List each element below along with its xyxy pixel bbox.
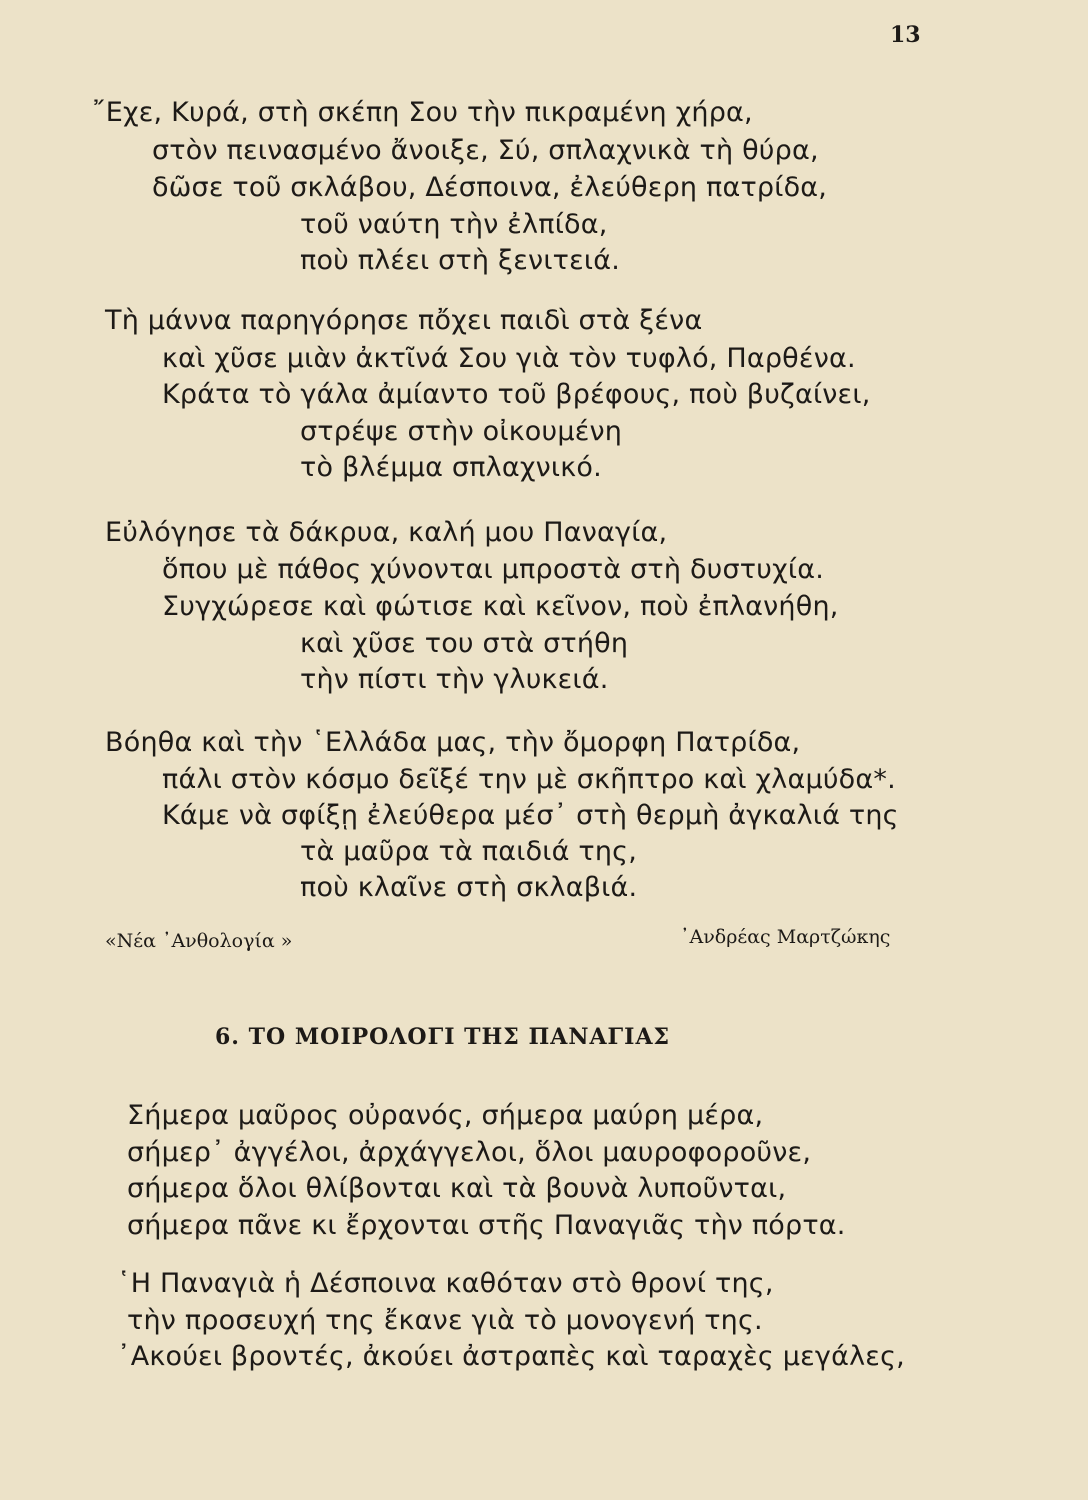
section-heading: 6. ΤΟ ΜΟΙΡΟΛΟΓΙ ΤΗΣ ΠΑΝΑΓΙΑΣ (215, 1024, 671, 1050)
poem-line: τὸ βλέμμα σπλαχνικό. (300, 452, 602, 483)
poem-line: στὸν πεινασμένο ἄνοιξε, Σύ, σπλαχνικὰ τὴ θύρα, (152, 135, 819, 166)
poem-line: καὶ χῦσε μιὰν ἀκτῖνά Σου γιὰ τὸν τυφλό, Παρθένα. (162, 343, 856, 374)
poem-line: τὴν προσευχή της ἔκανε γιὰ τὸ μονογενή της. (127, 1305, 763, 1336)
poem-line: Βόηθα καὶ τὴν ῾Ελλάδα μας, τὴν ὄμορφη Πατρίδα, (105, 727, 801, 758)
author-name: ᾿Ανδρέας Μαρτζώκης (680, 926, 891, 948)
poem-line: ὅπου μὲ πάθος χύνονται μπροστὰ στὴ δυστυχία. (162, 554, 824, 585)
poem-line: Κάμε νὰ σφίξῃ ἐλεύθερα μέσ᾿ στὴ θερμὴ ἀγκαλιά της (162, 800, 899, 831)
poem-line: Τὴ μάννα παρηγόρησε πὄχει παιδὶ στὰ ξένα (105, 305, 703, 336)
source-citation: «Νέα ᾿Ανθολογία » (105, 930, 293, 952)
poem-line: στρέψε στὴν οἰκουμένη (300, 416, 623, 447)
poem-line: σήμερα πᾶνε κι ἔρχονται στῆς Παναγιᾶς τὴν πόρτα. (127, 1210, 846, 1241)
poem-line: ποὺ κλαῖνε στὴ σκλαβιά. (300, 872, 638, 903)
poem-line: Σήμερα μαῦρος οὐρανός, σήμερα μαύρη μέρα, (127, 1100, 764, 1131)
poem-line: τὰ μαῦρα τὰ παιδιά της, (300, 836, 638, 867)
poem-line: ῾Η Παναγιὰ ἡ Δέσποινα καθόταν στὸ θρονί της, (117, 1268, 774, 1299)
poem-line: τὴν πίστι τὴν γλυκειά. (300, 664, 609, 695)
poem-line: σήμερ᾿ ἀγγέλοι, ἀρχάγγελοι, ὅλοι μαυροφοροῦνε, (127, 1137, 812, 1168)
poem-line: τοῦ ναύτη τὴν ἐλπίδα, (300, 209, 608, 240)
poem-line: δῶσε τοῦ σκλάβου, Δέσποινα, ἐλεύθερη πατρίδα, (152, 172, 828, 203)
poem-line: ᾿Ακούει βροντές, ἀκούει ἀστραπὲς καὶ ταραχὲς μεγάλες, (117, 1341, 905, 1372)
poem-line: σήμερα ὅλοι θλίβονται καὶ τὰ βουνὰ λυποῦνται, (127, 1173, 787, 1204)
poem-line: Εὐλόγησε τὰ δάκρυα, καλή μου Παναγία, (105, 517, 668, 548)
page-number: 13 (890, 22, 921, 48)
poem-line: Συγχώρεσε καὶ φώτισε καὶ κεῖνον, ποὺ ἐπλανήθη, (162, 591, 839, 622)
poem-line: καὶ χῦσε του στὰ στήθη (300, 628, 629, 659)
poem-line: ῎Εχε, Κυρά, στὴ σκέπη Σου τὴν πικραμένη χήρα, (92, 97, 753, 128)
poem-line: Κράτα τὸ γάλα ἀμίαντο τοῦ βρέφους, ποὺ βυζαίνει, (162, 379, 871, 410)
poem-line: ποὺ πλέει στὴ ξενιτειά. (300, 245, 621, 276)
poem-line: πάλι στὸν κόσμο δεῖξέ την μὲ σκῆπτρο καὶ χλαμύδα*. (162, 764, 896, 795)
